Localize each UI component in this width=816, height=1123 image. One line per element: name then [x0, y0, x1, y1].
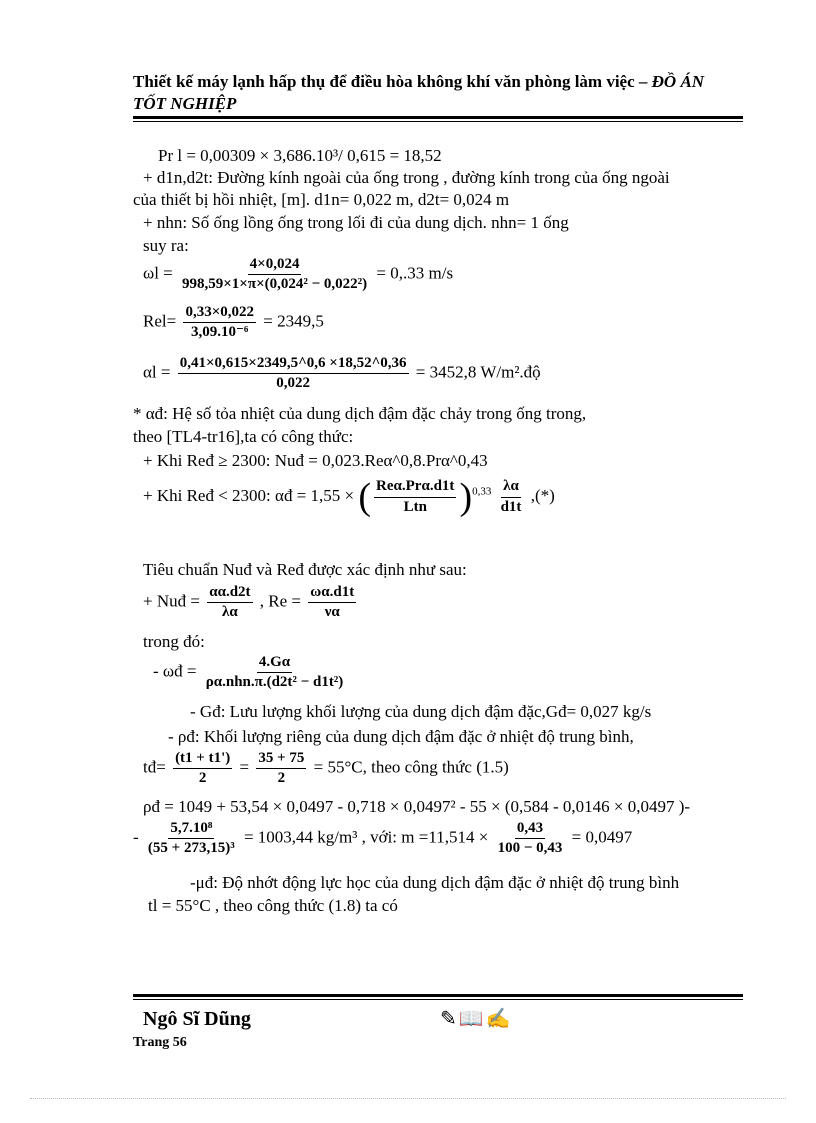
- line-alpha-d: * αđ: Hệ số tỏa nhiệt của dung dịch đậm đặc chảy trong ống trong,: [133, 404, 587, 423]
- header-title-line2: TỐT NGHIỆP: [133, 94, 237, 113]
- frac-m: $\frac{0,43}{100 - 0,43}$: [497, 820, 563, 857]
- header-title: Thiết kế máy lạnh hấp thụ để điều hòa không khí văn phòng làm việc – ĐỒ ÁN: [133, 72, 705, 91]
- eq-re: Rel= $\frac{0,33\times 0,022}{\text{3,09.10⁻⁶}}$ = 2349,5: [143, 304, 324, 341]
- line-trong-do: trong đó:: [143, 632, 205, 651]
- header-title-text: Thiết kế máy lạnh hấp thụ để điều hòa không khí văn phòng làm việc: [133, 72, 635, 91]
- line-pr: Pr l = 0,00309 × 3,686.10³/ 0,615 = 18,52: [158, 146, 442, 165]
- page-bottom-dots: [30, 1098, 786, 1099]
- eq-omega: ωl = $\frac{4\times 0,024}{\text{998,59×1×π×(0,024² − 0,022²)}}$ = 0,.33 m/s: [143, 256, 454, 293]
- frac-alpha: $\frac{0,41\times 0,615\times 2349,5\^{}0,6 \times 18,52\^{}0,36}{0,022}$: [179, 355, 407, 392]
- line-theo: theo [TL4-tr16],ta có công thức:: [133, 427, 354, 446]
- line-mu-d: -μđ: Độ nhớt động lực học của dung dịch đậm đặc ở nhiệt độ trung bình: [190, 873, 680, 892]
- eq-re-lt-2300: + Khi Ređ < 2300: αđ = 1,55 × ( $\frac{\text{Reα.Prα.d1t}}{\text{Ltn}}$ )$^{0,33}$ $\frac{\lambda\alpha}{d1t}$ ,(*): [143, 476, 555, 518]
- line-nhn: + nhn: Số ống lồng ống trong lối đi của dung dịch. nhn= 1 ống: [143, 213, 569, 232]
- frac-omega-d: $\frac{4.G\alpha}{\text{ρα.nhn.π.(d2t² − d1t²)}}$: [205, 654, 344, 691]
- line-rho-d: - ρđ: Khối lượng riêng của dung dịch đậm đặc ở nhiệt độ trung bình,: [168, 727, 634, 746]
- frac-omega: $\frac{4\times 0,024}{\text{998,59×1×π×(0,024² − 0,022²)}}$: [182, 256, 368, 293]
- frac-re: $\frac{0,33\times 0,022}{\text{3,09.10⁻⁶}}$: [185, 304, 255, 341]
- frac-td2: $\frac{35 + 75}{2}$: [258, 750, 305, 787]
- eq-omega-d: - ωđ = $\frac{4.G\alpha}{\text{ρα.nhn.π.(d2t² − d1t²)}}$: [153, 654, 344, 691]
- line-re-ge-2300: + Khi Ređ ≥ 2300: Nuđ = 0,023.Reα^0,8.Prα^0,43: [143, 451, 488, 470]
- frac-re2: $\frac{\omega\alpha.d1t}{\nu\alpha}$: [310, 584, 355, 621]
- frac-td: $\frac{(t1 + t1')}{2}$: [175, 750, 231, 787]
- line-d1n-values: của thiết bị hồi nhiệt, [m]. d1n= 0,022 m, d2t= 0,024 m: [133, 190, 510, 209]
- footer-rule-thick: [133, 994, 743, 997]
- author-name: Ngô Sĩ Dũng: [143, 1008, 251, 1030]
- frac-nu: $\frac{\alpha\alpha.d2t}{\lambda\alpha}$: [209, 584, 251, 621]
- header-rule-thin: [133, 121, 743, 122]
- eq-rho-result: - $\frac{\text{5,7.10⁸}}{\text{(55 + 273,15)³}}$ = 1003,44 kg/m³ , với: m =11,514 × $\frac{0,43}{100 - 0,43}$ = 0,0497: [133, 820, 633, 857]
- line-tl: tl = 55°C , theo công thức (1.8) ta có: [148, 896, 398, 915]
- page-number: Trang 56: [133, 1035, 187, 1050]
- line-d1n: + d1n,d2t: Đường kính ngoài của ống trong , đường kính trong của ống ngoài: [143, 168, 670, 187]
- eq-nu-re: + Nuđ = $\frac{\alpha\alpha.d2t}{\lambda\alpha}$ , Re = $\frac{\omega\alpha.d1t}{\nu\alpha}$: [143, 584, 355, 621]
- line-rho-formula: ρđ = 1049 + 53,54 × 0,0497 - 0,718 × 0,0497² - 55 × (0,584 - 0,0146 × 0,0497 )-: [143, 797, 691, 816]
- frac-re-pr: $\frac{\text{Reα.Prα.d1t}}{\text{Ltn}}$: [376, 478, 455, 515]
- footer-rule-thin: [133, 999, 743, 1000]
- book-icon: ✎📖✍: [440, 1008, 513, 1030]
- frac-rho: $\frac{\text{5,7.10⁸}}{\text{(55 + 273,15)³}}$: [147, 820, 235, 857]
- header-tag: ĐỒ ÁN: [651, 72, 705, 91]
- frac-lambda: $\frac{\lambda\alpha}{d1t}$: [500, 478, 522, 515]
- line-tieu-chuan: Tiêu chuẩn Nuđ và Ređ được xác định như sau:: [143, 560, 467, 579]
- line-suy-ra: suy ra:: [143, 236, 189, 255]
- eq-td: tđ= $\frac{(t1 + t1')}{2}$ = $\frac{35 + 75}{2}$ = 55°C, theo công thức (1.5): [143, 750, 509, 787]
- header-rule-thick: [133, 116, 743, 119]
- eq-alpha: αl = $\frac{0,41\times 0,615\times 2349,5\^{}0,6 \times 18,52\^{}0,36}{0,022}$ = 3452,8 W/m².độ: [143, 355, 541, 392]
- line-gd: - Gđ: Lưu lượng khối lượng của dung dịch đậm đặc,Gđ= 0,027 kg/s: [190, 702, 652, 721]
